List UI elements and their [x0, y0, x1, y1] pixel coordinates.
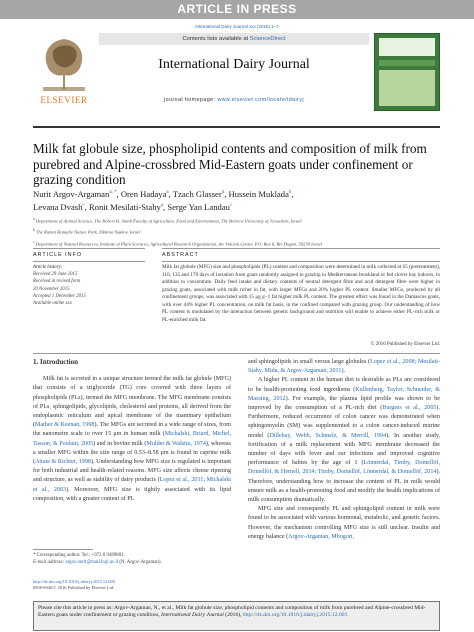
issn-line: 0958-6946/© 2016 Published by Elsevier Ltd.	[33, 585, 115, 591]
right-column	[248, 358, 440, 542]
author-name[interactable]: , Oren Hadaya	[116, 188, 167, 199]
doi-link[interactable]: http://dx.doi.org/10.1016/j.idairyj.2015.12.003	[33, 579, 115, 584]
article-info-heading: ARTICLE INFO	[33, 252, 83, 258]
paragraph: Milk fat is secreted in a unique structure termed the milk fat globule (MFG) that consists of a triglyceride (TG) core covered with three layers of phospholipids (PLs), termed the MFG membrane. The MFG membrane consists of PLs, sphingolipids, glycolipids, cholesterol and proteins, all derived from the endoplasmic reticulum and apical membrane of the mammary epithelium (Mather & Keenan, 1998). The MFGs are secreted in a wide range of sizes, from the nanometre scale to over 15 μm in human milk (Michalski, Briard, Michel, Tasson, & Poulain, 2005) and in bovine milk (Mulder & Walstra, 1974), whereas a smaller MFG within the size range of 0.53–8.58 μm is found in caprine milk (Attaie & Richter, 1998). Understanding how MFG size is regulated is important for both industrial and health-related reasons. MFG size affects cheese ripening and structure, as well as stability of dairy products (Lopez et al., 2011; Michalski et al., 2003). Moreover, MFG size is tightly associated with its lipid composition, with a greater content of PL	[33, 376, 231, 502]
author-affil-mark[interactable]: a, *	[109, 190, 117, 195]
author-affil-mark[interactable]: b	[288, 190, 292, 195]
elsevier-tree-icon	[39, 35, 89, 93]
author-name[interactable]: , Tzach Glasser	[168, 188, 222, 199]
abstract-text: Milk fat globule (MFG) size and phospholipids (PL) content and composition were determined in milk collected at 65 (pretreatment), 110, 135 and 170 days of lactation from goats randomly assigned to grazing in Mediterranean brushland or fed clover hay indoors, in addition to concentrate. Daily feed intake and dietary contents of neutral detergent fibre and acid detergent fibre were higher in grazing goats, associated with milk richer in fat, with larger MFGs and 20% higher PL content. Smaller MFGs, produced by all confinement groups, was associated with 15 μg g−1 fat higher milk PL content. The greatest effect was found in the Damascus goats, with over 44% higher PL concentration, on milk fat basis, in the confined compared with grazing group. Our understanding of how PL content is modulated by the interaction between genetic background and nutrition will enable to achieve either PL-rich milk or PL-enriched milk fat.	[162, 264, 440, 323]
citation-link[interactable]: Argov-Argaman, Mbogori,	[288, 533, 355, 540]
contents-line	[99, 33, 369, 45]
author-affil-mark[interactable]: c	[229, 203, 233, 209]
email-line: E-mail address: argov.nurit@mail.huji.ac.il (N. Argov-Argaman).	[33, 560, 162, 566]
citation-link[interactable]: Michalski, Briard, Michel, Tasson, & Poulain, 2005	[33, 431, 231, 447]
header-rule	[33, 126, 440, 128]
article-history	[33, 264, 145, 307]
footnote-rule	[33, 549, 93, 550]
citation-link[interactable]: Lönnerdal, Timby, Domellöf, Domellöf, & Hernell, 2014; Timby, Domellöf, Lönnerdal, & Domellöf, 2014	[248, 460, 440, 476]
history-online: Available online xxx	[33, 301, 72, 307]
footnotes	[33, 552, 233, 591]
author-affil-mark[interactable]: b	[221, 190, 225, 195]
author-affil-mark[interactable]: a	[160, 203, 164, 209]
author-name[interactable]: , Serge Yan Landau	[163, 202, 230, 213]
journal-header	[33, 33, 440, 115]
elsevier-wordmark: ELSEVIER	[40, 95, 88, 105]
author-name[interactable]: Levana Dvash	[33, 202, 83, 213]
author-list: Nurit Argov-Argaman$^{a, *}$, Oren Hadaya$^a$, Tzach Glasser$^b$, Hussein Muklada$^b$, Levana Dvash$^c$, Ronit Mesilati-Stahy$^a$, Serge Yan Landau$^c$	[33, 188, 294, 213]
citation-link[interactable]: Dillehay, Webb, Schmelz, & Merrill, 1994	[269, 432, 387, 439]
author-name[interactable]: , Ronit Mesilati-Stahy	[84, 202, 161, 213]
homepage-label: journal homepage:	[163, 97, 218, 103]
history-revised-date: 20 November 2015	[33, 286, 70, 292]
cover-band	[379, 60, 435, 66]
author-name[interactable]: , Hussein Muklada	[224, 188, 289, 199]
citation-link[interactable]: Lopez et al., 2008; Mesilati-Stahy, Mida, & Argov-Argaman, 2011	[248, 359, 440, 375]
journal-masthead	[99, 33, 369, 111]
citation-link[interactable]: Burgess et al., 2005	[382, 405, 437, 412]
abstract-copyright: © 2016 Published by Elsevier Ltd.	[370, 342, 440, 347]
citation-journal: International Dairy Journal	[161, 612, 224, 619]
author-affil-mark[interactable]: a	[166, 190, 169, 195]
abstract-rule	[162, 248, 440, 249]
citation-link[interactable]: Lopez et al., 2011; Michalski et al., 2003	[33, 477, 231, 493]
section-heading: 1. Introduction	[33, 358, 78, 366]
sciencedirect-link[interactable]: ScienceDirect	[249, 36, 286, 42]
citation-link[interactable]: Mather & Keenan, 1998	[35, 422, 95, 429]
article-title: Milk fat globule size, phospholipid contents and composition of milk from purebred and Alpine-crossbred Mid-Eastern goats under confinement or grazing condition	[33, 141, 427, 187]
body-rule	[33, 353, 440, 354]
elsevier-logo	[33, 33, 95, 111]
history-label: Article history:	[33, 265, 63, 270]
citation-link[interactable]: Attaie & Richter, 1998	[35, 459, 91, 466]
author-name[interactable]: Nurit Argov-Argaman	[33, 188, 110, 199]
cover-title-area	[379, 38, 435, 56]
history-revised: Received in revised form	[33, 279, 81, 285]
paragraph: and sphingolipids in small versus large globules (Lopez et al., 2008; Mesilati-Stahy, Mida, & Argov-Argaman, 2011).	[248, 359, 440, 375]
journal-homepage	[99, 97, 369, 103]
citation-link[interactable]: Mulder & Walstra, 1974	[146, 440, 206, 447]
history-accepted: Accepted 1 December 2015	[33, 293, 86, 299]
abstract-subrule	[162, 261, 440, 262]
info-rule	[33, 248, 145, 249]
journal-reference-link[interactable]: International Dairy Journal xxx (2016) 1–7	[195, 24, 279, 29]
affiliation-item: $^c$ Department of Natural Resources, Institute of Plant Sciences, Agricultural Research Organization, the Volcani Center, P.O. Box 6, Bet Dagan, 50250 Israel	[33, 239, 322, 247]
doi-block	[33, 579, 233, 591]
affiliation-item: $^a$ Department of Animal Science, The Robert H. Smith Faculty of Agriculture, Food and Environment, The Hebrew University of Jerusalem, Israel	[33, 217, 302, 224]
info-subrule	[33, 261, 145, 262]
citation-doi-link[interactable]: http://dx.doi.org/10.1016/j.idairyj.2015.12.003	[242, 612, 348, 619]
paragraph: MFG size and consequently PL and sphingolipid content in milk were found to be associated with various hormonal, metabolic, and genetic factors. However, the mechanism controlling MFG size is still unclear. Insulin and energy balance (Argov-Argaman, Mbogori,	[248, 506, 440, 540]
contents-prefix: Contents lists available at	[182, 36, 250, 42]
corresponding-author: * Corresponding author. Tel.: +972 8 9489801.	[33, 553, 125, 558]
citation-box: Please cite this article in press as: Argov-Argaman, N., et al., Milk fat globule size, phospholipid contents and composition of milk from purebred and Alpine-crossbred Mid-Eastern goats under confinement or grazing condition, International Dairy Journal (2016), http://dx.doi.org/10.1016/j.idairyj.2015.12.003	[33, 601, 440, 631]
journal-cover-image	[374, 33, 440, 111]
citation-link[interactable]: Kullenberg, Taylor, Schneider, & Massing, 2012	[248, 386, 440, 402]
abstract-heading: ABSTRACT	[162, 252, 199, 258]
left-column	[33, 358, 231, 504]
cover-illustration	[379, 70, 435, 106]
author-affil-mark[interactable]: c	[82, 203, 85, 209]
history-received: Received 29 June 2015	[33, 272, 78, 278]
paragraph: A higher PL content in the human diet is desirable as PLs are considered to be health-promoting food ingredients (Kullenberg, Taylor, Schneider, & Massing, 2012). For example, the plasma lipid profile was shown to be improved by the consumption of a PL-rich diet (Burgess et al., 2005). Furthermore, reduced occurrence of colon cancer was demonstrated when sphingomyelin (SM) was supplemented to a colon cancer-induced murine model (Dillehay, Webb, Schmelz, & Merrill, 1994). In another study, fortification of a milk replacement with MFG membrane decreased the number of days with fever and ear infections and improved cognitive performance of babies by the age of 1 (Lönnerdal, Timby, Domellöf, Domellöf, & Hernell, 2014; Timby, Domellöf, Lönnerdal, & Domellöf, 2014). Therefore, understanding how to increase the content of PL in milk would ensure milk as a health-promoting food and modify the health implications of milk consumption dramatically.	[248, 377, 441, 504]
journal-title: International Dairy Journal	[158, 57, 310, 72]
affiliations	[33, 215, 437, 249]
email-link[interactable]: argov.nurit@mail.huji.ac.il	[65, 560, 119, 566]
affiliation-item: $^b$ The Ramat Hanadiv Nature Park, Zikhron Yaakov, Israel	[33, 228, 141, 235]
article-in-press-banner: ARTICLE IN PRESS	[0, 0, 474, 19]
homepage-link[interactable]: www.elsevier.com/locate/idairyj	[217, 97, 305, 103]
